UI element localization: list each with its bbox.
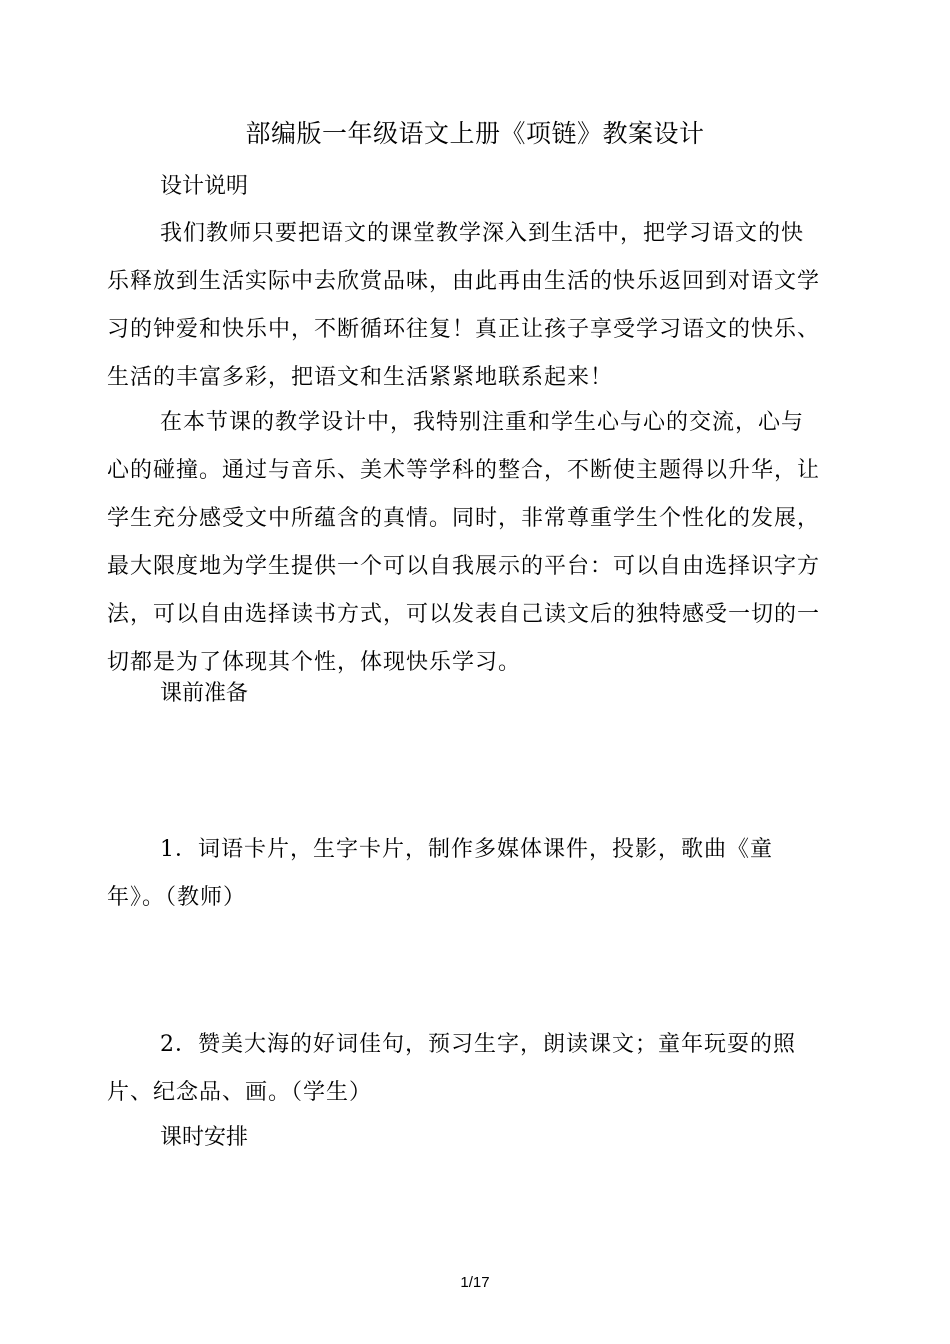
prep-item-line: 片、纪念品、画。（学生） (107, 1080, 373, 1105)
paragraph-line: 法，可以自由选择读书方式，可以发表自己读文后的独特感受一切的一 (107, 602, 821, 627)
paragraph-line: 最大限度地为学生提供一个可以自我展示的平台：可以自由选择识字方 (107, 554, 821, 579)
paragraph-design-note-2 (107, 399, 847, 687)
prep-item-teacher (107, 826, 847, 922)
paragraph-design-note-1 (107, 210, 847, 402)
prep-item-student (107, 1021, 847, 1117)
page-number: 1/17 (460, 1274, 490, 1291)
document-title: 部编版一年级语文上册《项链》教案设计 (245, 119, 705, 148)
prep-item-line: 2．赞美大海的好词佳句，预习生字，朗读课文；童年玩耍的照 (160, 1032, 796, 1057)
paragraph-line: 在本节课的教学设计中，我特别注重和学生心与心的交流，心与 (160, 410, 805, 435)
paragraph-line: 切都是为了体现其个性，体现快乐学习。 (107, 650, 522, 675)
paragraph-line: 习的钟爱和快乐中，不断循环往复！真正让孩子享受学习语文的快乐、 (107, 317, 821, 342)
paragraph-line: 我们教师只要把语文的课堂教学深入到生活中，把学习语文的快 (160, 221, 805, 246)
paragraph-line: 生活的丰富多彩，把语文和生活紧紧地联系起来！ (107, 365, 614, 390)
paragraph-line: 心的碰撞。通过与音乐、美术等学科的整合，不断使主题得以升华，让 (107, 458, 821, 483)
paragraph-line: 乐释放到生活实际中去欣赏品味，由此再由生活的快乐返回到对语文学 (107, 269, 821, 294)
schedule-heading: 课时安排 (160, 1125, 249, 1150)
prep-item-line: 1．词语卡片，生字卡片，制作多媒体课件，投影，歌曲《童 (160, 837, 773, 862)
prep-heading: 课前准备 (160, 681, 249, 706)
prep-item-line: 年》。（教师） (107, 885, 247, 910)
paragraph-line: 学生充分感受文中所蕴含的真情。同时，非常尊重学生个性化的发展， (107, 506, 821, 531)
design-note-heading: 设计说明 (160, 174, 249, 199)
